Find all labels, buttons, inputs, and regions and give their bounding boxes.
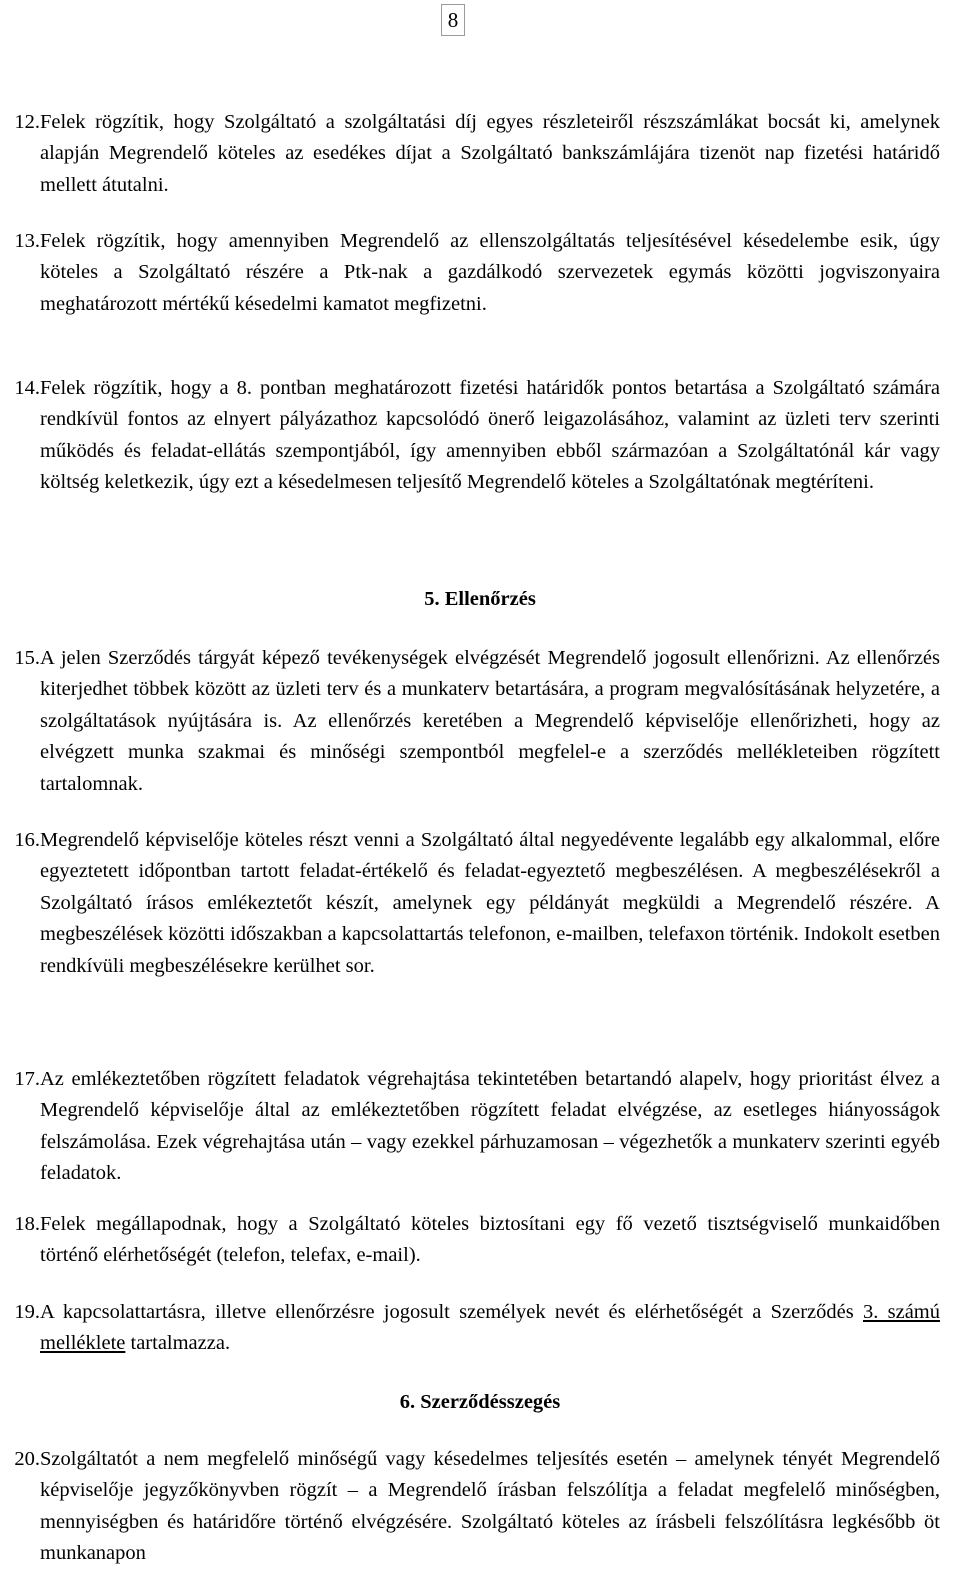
paragraph-14 [0, 373, 960, 499]
paragraph-number: 12. [14, 111, 40, 133]
paragraph-17 [0, 1064, 960, 1190]
page-number: 8 [441, 4, 465, 36]
paragraph-number: 14. [14, 377, 40, 399]
paragraph-19 [0, 1297, 960, 1360]
paragraph-13 [0, 226, 960, 320]
paragraph-number: 13. [14, 230, 40, 252]
paragraph-text: A jelen Szerződés tárgyát képező tevékenységek elvégzését Megrendelő jogosult ellenőrizni. Az ellenőrzés kiterjedhet többek között az üzleti terv és a munkaterv betartására, a program megvalósításának helyzetére, a szolgáltatások nyújtására is. Az ellenőrzés keretében a Megrendelő képviselője ellenőrizheti, hogy az elvégzett munka szakmai és minőségi szempontból megfelel-e a szerződés mellékleteiben rögzített tartalomnak. [40, 647, 940, 795]
paragraph-text [40, 1297, 940, 1360]
paragraph-text: Megrendelő képviselője köteles részt venni a Szolgáltató által negyedévente legalább egy alkalommal, előre egyeztetett időpontban tartott feladat-értékelő és feladat-egyeztető megbeszélésen. A megbeszélésekről a Szolgáltató írásos emlékeztetőt készít, amelynek egy példányát megküldi a Megrendelő részére. A megbeszélések közötti időszakban a kapcsolattartás telefonon, e-mailben, telefaxon történik. Indokolt esetben rendkívüli megbeszélésekre kerülhet sor. [40, 829, 940, 977]
paragraph-15 [0, 643, 960, 800]
section-heading-szerzodesszeges: 6. Szerződésszegés [399, 1391, 561, 1413]
paragraph-text: Felek rögzítik, hogy Szolgáltató a szolgáltatási díj egyes részleteiről részszámlákat bocsát ki, amelynek alapján Megrendelő köteles az esedékes díjat a Szolgáltató bankszámlájára tizenöt nap fizetési határidő mellett átutalni. [40, 111, 940, 196]
paragraph-number: 16. [14, 829, 40, 851]
paragraph-text-end: tartalmazza. [125, 1332, 231, 1355]
paragraph-16 [0, 825, 960, 982]
paragraph-number: 20. [14, 1448, 40, 1470]
paragraph-number: 15. [14, 647, 40, 669]
paragraph-text-start: A kapcsolattartásra, illetve ellenőrzésre jogosult személyek nevét és elérhetőségét a Szerződés [40, 1301, 863, 1323]
paragraph-text: Szolgáltatót a nem megfelelő minőségű vagy késedelmes teljesítés esetén – amelynek tényét Megrendelő képviselője jegyzőkönyvben rögzít – a Megrendelő írásban felszólítja a feladat megfelelő minőségben, mennyiségben és határidőre történő elvégzésére. Szolgáltató köteles az írásbeli felszólításra legkésőbb öt munkanapon [40, 1448, 940, 1565]
paragraph-number: 18. [14, 1213, 40, 1235]
paragraph-number: 19. [14, 1301, 40, 1323]
paragraph-12 [0, 107, 960, 201]
paragraph-18 [0, 1209, 960, 1272]
paragraph-text: Felek rögzítik, hogy amennyiben Megrendelő az ellenszolgáltatás teljesítésével késedelembe esik, úgy köteles a Szolgáltató részére a Ptk-nak a gazdálkodó szervezetek egymás közötti jogviszonyaira meghatározott mértékű késedelmi kamatot megfizetni. [40, 230, 940, 315]
paragraph-20 [0, 1444, 960, 1570]
paragraph-text: Felek megállapodnak, hogy a Szolgáltató köteles biztosítani egy fő vezető tisztségviselő munkaidőben történő elérhetőségét (telefon, telefax, e-mail). [40, 1213, 940, 1267]
paragraph-text: Az emlékeztetőben rögzített feladatok végrehajtása tekintetében betartandó alapelv, hogy prioritást élvez a Megrendelő képviselője által az emlékeztetőben rögzített feladat elvégzése, az esetleges hiányosságok felszámolása. Ezek végrehajtása után – vagy ezekkel párhuzamosan – végezhetők a munkaterv szerinti egyéb feladatok. [40, 1068, 940, 1185]
paragraph-number: 17. [14, 1068, 40, 1090]
section-heading-ellenorzes: 5. Ellenőrzés [424, 588, 536, 610]
paragraph-text: Felek rögzítik, hogy a 8. pontban meghatározott fizetési határidők pontos betartása a Szolgáltató számára rendkívül fontos az elnyert pályázathoz kapcsolódó önerő leigazolásához, valamint az üzleti terv szerinti működés és feladat-ellátás szempontjából, így amennyiben ebből származóan a Szolgáltatónál kár vagy költség keletkezik, úgy ezt a késedelmesen teljesítő Megrendelő köteles a Szolgáltatónak megtéríteni. [40, 377, 940, 494]
annex-reference-link: 3. számú melléklete [40, 1301, 941, 1355]
